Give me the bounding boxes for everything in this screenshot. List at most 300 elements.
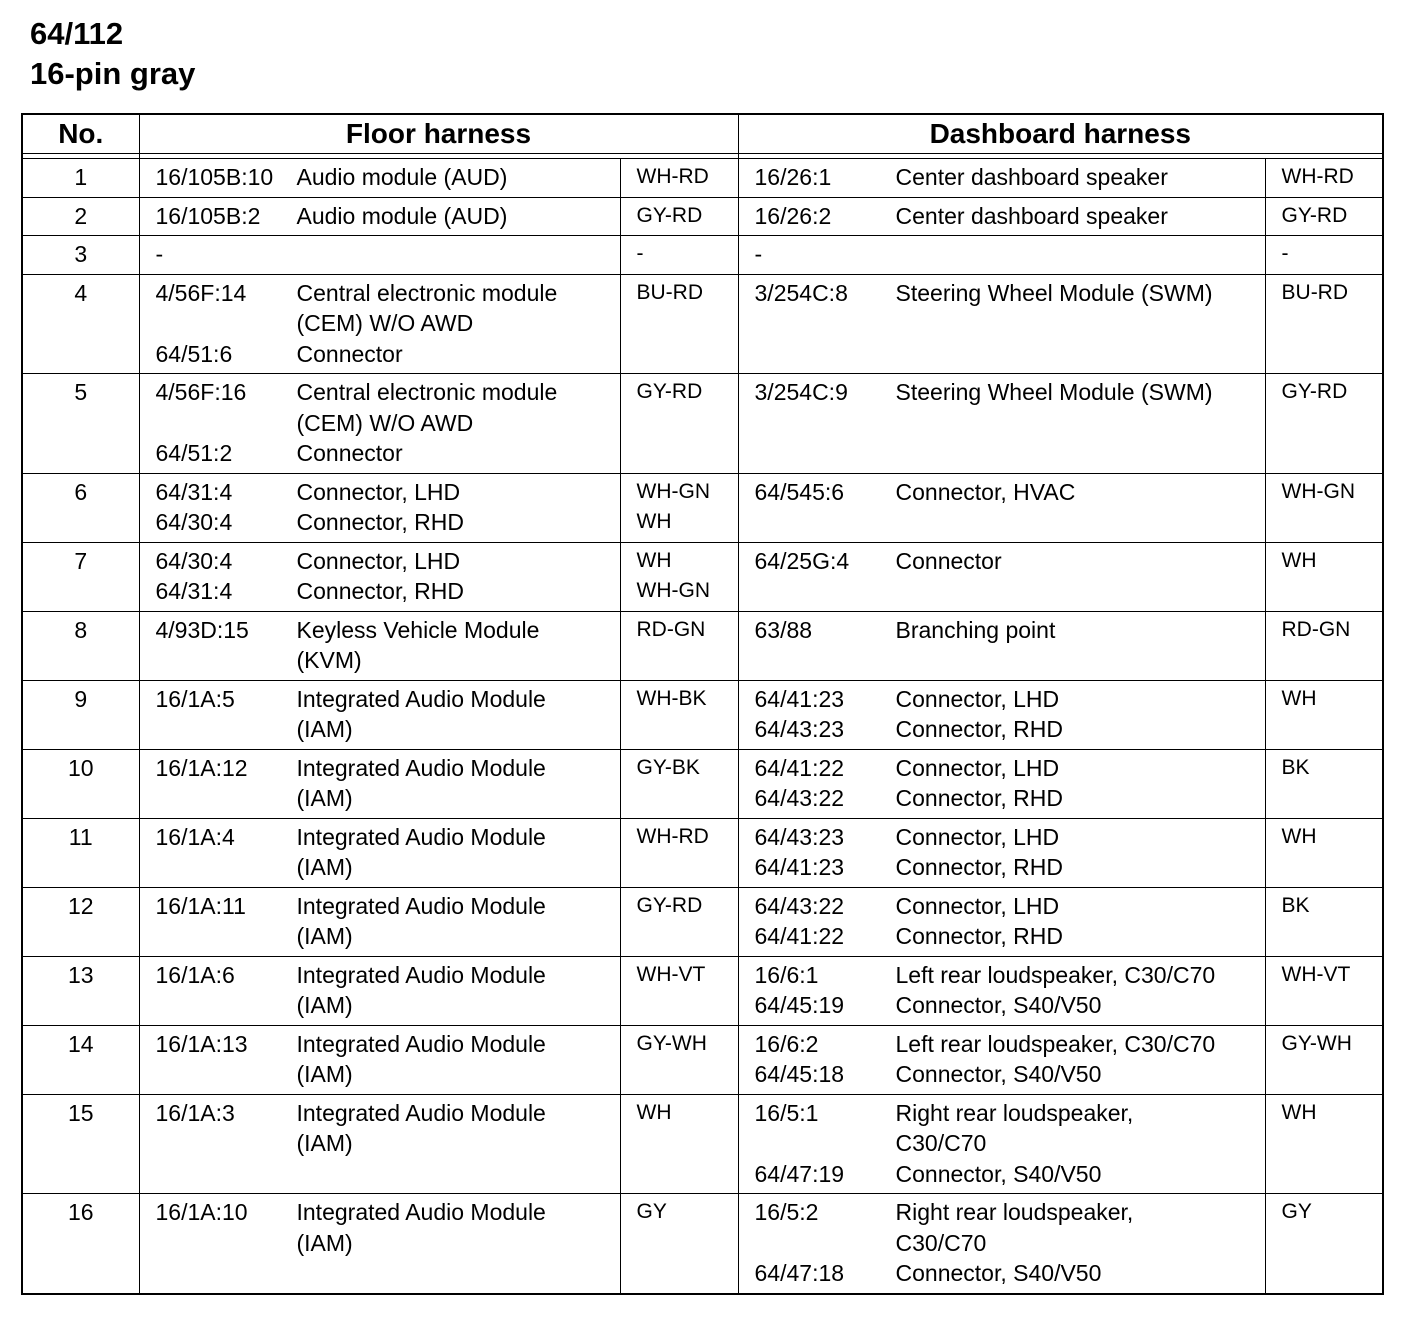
floor-wire-color <box>620 236 738 275</box>
header-dashboard-harness: Dashboard harness <box>738 114 1383 154</box>
floor-ref <box>156 645 297 676</box>
floor-description: Connector, RHD <box>296 578 464 604</box>
pin-number: 3 <box>22 236 139 275</box>
table-row <box>22 1094 1383 1194</box>
dashboard-wire-color <box>1265 197 1383 236</box>
dashboard-color-code: GY-WH <box>1281 1031 1352 1055</box>
floor-ref <box>156 852 297 883</box>
floor-ref <box>156 1128 297 1159</box>
dashboard-connection <box>738 680 1265 749</box>
floor-line <box>156 201 616 232</box>
floor-description: Integrated Audio Module <box>296 1199 546 1225</box>
table-row <box>22 542 1383 611</box>
floor-ref: 16/1A:5 <box>155 685 235 712</box>
dashboard-connection <box>738 611 1265 680</box>
dashboard-line <box>755 1128 1261 1159</box>
pin-number: 14 <box>22 1025 139 1094</box>
dashboard-connection <box>738 542 1265 611</box>
floor-ref: 16/1A:11 <box>155 892 246 919</box>
dashboard-wire-color <box>1265 159 1383 198</box>
dashboard-description: C30/C70 <box>895 1229 987 1256</box>
dashboard-ref: 64/41:23 <box>754 685 845 712</box>
dashboard-ref: 64/43:22 <box>754 892 845 919</box>
table-row <box>22 749 1383 818</box>
floor-description: Central electronic module <box>296 379 558 405</box>
dashboard-ref: 3/254C:9 <box>754 379 848 405</box>
dashboard-wire-color <box>1265 818 1383 887</box>
floor-line <box>156 714 616 745</box>
dashboard-description: Connector, S40/V50 <box>895 1061 1102 1087</box>
dashboard-line <box>755 1098 1261 1129</box>
floor-color-code: WH-RD <box>636 824 709 848</box>
floor-ref <box>156 990 297 1021</box>
dashboard-color-code: WH-GN <box>1281 479 1355 503</box>
header-floor-harness: Floor harness <box>139 114 738 154</box>
dashboard-connection <box>738 274 1265 374</box>
floor-line <box>156 891 616 922</box>
floor-connection <box>139 611 620 680</box>
dashboard-ref: 64/45:19 <box>754 992 845 1018</box>
floor-connection <box>139 1094 620 1194</box>
floor-connection <box>139 274 620 374</box>
dashboard-color-code: WH-VT <box>1281 962 1351 986</box>
dashboard-ref: 64/43:22 <box>754 785 845 811</box>
floor-description: (IAM) <box>296 716 353 742</box>
dashboard-ref: 16/6:2 <box>754 1030 819 1057</box>
floor-ref <box>156 783 297 814</box>
dashboard-color-code: BU-RD <box>1281 280 1349 304</box>
pin-number: 7 <box>22 542 139 611</box>
floor-color-code: WH-GN <box>636 479 710 503</box>
dashboard-description: Steering Wheel Module (SWM) <box>895 379 1213 405</box>
dashboard-line <box>755 278 1261 309</box>
floor-line <box>156 921 616 952</box>
dashboard-line <box>755 546 1261 577</box>
floor-line <box>156 308 616 339</box>
floor-line <box>156 408 616 439</box>
dashboard-ref: 64/41:23 <box>754 854 845 880</box>
dashboard-line <box>755 1059 1261 1090</box>
dashboard-description: Connector, LHD <box>895 754 1060 781</box>
floor-line <box>156 377 616 408</box>
floor-connection <box>139 749 620 818</box>
floor-connection <box>139 818 620 887</box>
floor-ref: 4/93D:15 <box>155 616 249 643</box>
table-row <box>22 236 1383 275</box>
floor-ref: 16/1A:12 <box>155 754 248 781</box>
floor-color-code: WH <box>636 1100 672 1124</box>
dashboard-color-code: WH <box>1281 824 1317 848</box>
floor-description: Integrated Audio Module <box>296 1030 546 1057</box>
dashboard-ref: 3/254C:8 <box>754 279 848 306</box>
floor-ref: 16/1A:13 <box>155 1030 248 1057</box>
pin-number: 1 <box>22 159 139 198</box>
dashboard-color-code: WH-RD <box>1281 165 1354 188</box>
floor-color-code: RD-GN <box>636 617 706 641</box>
floor-description: Connector, LHD <box>296 547 461 574</box>
floor-description: Central electronic module <box>296 279 558 306</box>
floor-line <box>156 1059 616 1090</box>
dashboard-line <box>755 1197 1261 1228</box>
dashboard-color-code: WH <box>1281 548 1317 572</box>
table-row <box>22 274 1383 374</box>
dashboard-line <box>755 852 1261 883</box>
dashboard-wire-color <box>1265 887 1383 956</box>
floor-wire-color <box>620 374 738 474</box>
dashboard-line <box>755 162 1261 193</box>
floor-description: Integrated Audio Module <box>296 961 546 988</box>
floor-description: Connector, RHD <box>296 509 464 535</box>
connector-id: 64/112 <box>30 16 124 51</box>
dashboard-connection <box>738 236 1265 275</box>
floor-connection <box>139 473 620 542</box>
dashboard-wire-color <box>1265 956 1383 1025</box>
dashboard-connection <box>738 956 1265 1025</box>
floor-description: Keyless Vehicle Module <box>296 616 540 643</box>
pinout-table <box>21 113 1384 1295</box>
dashboard-color-code: WH <box>1281 686 1317 710</box>
floor-connection <box>139 1194 620 1294</box>
dashboard-description: Connector, LHD <box>895 823 1060 850</box>
dashboard-description: Connector, LHD <box>895 685 1060 712</box>
dashboard-description: Center dashboard speaker <box>895 164 1168 190</box>
floor-wire-color <box>620 1025 738 1094</box>
floor-color-code: WH <box>636 510 672 533</box>
floor-description: (IAM) <box>296 1130 353 1156</box>
floor-ref: 64/30:4 <box>155 547 233 574</box>
floor-ref <box>156 308 297 339</box>
dashboard-color-code: - <box>1281 242 1289 265</box>
floor-ref <box>156 1059 297 1090</box>
pin-number: 13 <box>22 956 139 1025</box>
dashboard-ref <box>755 1228 896 1259</box>
table-row <box>22 680 1383 749</box>
dashboard-line <box>755 990 1261 1021</box>
floor-line <box>156 960 616 991</box>
floor-wire-color <box>620 956 738 1025</box>
floor-color-code: GY-BK <box>636 755 700 779</box>
dashboard-color-code: GY-RD <box>1281 203 1348 227</box>
dashboard-line <box>755 1159 1261 1190</box>
dashboard-description: Left rear loudspeaker, C30/C70 <box>895 1030 1216 1057</box>
dashboard-wire-color <box>1265 749 1383 818</box>
dashboard-ref: 64/41:22 <box>754 923 845 949</box>
floor-ref <box>156 921 297 952</box>
floor-ref <box>156 408 297 439</box>
dashboard-ref: 63/88 <box>754 616 813 643</box>
floor-line <box>156 339 616 370</box>
dashboard-color-code: BK <box>1281 893 1310 917</box>
floor-connection <box>139 159 620 198</box>
dashboard-line <box>755 615 1261 646</box>
dashboard-color-code: BK <box>1281 755 1310 779</box>
floor-line <box>156 507 616 538</box>
table-row <box>22 1025 1383 1094</box>
dashboard-ref: 16/5:1 <box>754 1099 819 1126</box>
floor-wire-color <box>620 1094 738 1194</box>
floor-line <box>156 615 616 646</box>
floor-connection <box>139 374 620 474</box>
dashboard-ref: 64/545:6 <box>754 478 845 505</box>
floor-description: Audio module (AUD) <box>296 202 508 229</box>
dashboard-line <box>755 1228 1261 1259</box>
table-row <box>22 197 1383 236</box>
dashboard-ref: 64/43:23 <box>754 716 845 742</box>
floor-description: Integrated Audio Module <box>296 754 546 781</box>
dashboard-description: Connector, S40/V50 <box>895 1260 1102 1286</box>
floor-ref <box>156 714 297 745</box>
floor-color-code: - <box>636 242 644 265</box>
dashboard-wire-color <box>1265 611 1383 680</box>
dashboard-ref: 16/26:2 <box>754 202 832 229</box>
floor-ref: 64/31:4 <box>155 578 233 604</box>
dashboard-description: Connector <box>895 547 1002 574</box>
floor-line <box>156 278 616 309</box>
dashboard-line <box>755 684 1261 715</box>
dashboard-wire-color <box>1265 542 1383 611</box>
pin-number: 8 <box>22 611 139 680</box>
pin-number: 9 <box>22 680 139 749</box>
dashboard-ref: 64/25G:4 <box>754 547 850 574</box>
floor-connection <box>139 197 620 236</box>
floor-ref: 64/30:4 <box>155 509 233 535</box>
floor-color-code: WH-GN <box>636 579 710 602</box>
dashboard-wire-color <box>1265 1025 1383 1094</box>
dashboard-ref: 64/47:18 <box>754 1260 845 1286</box>
dashboard-line <box>755 377 1261 408</box>
dashboard-description: Connector, RHD <box>895 923 1063 949</box>
dashboard-description: Connector, S40/V50 <box>895 1160 1102 1187</box>
pin-number: 16 <box>22 1194 139 1294</box>
dashboard-connection <box>738 1094 1265 1194</box>
floor-connection <box>139 887 620 956</box>
dashboard-line <box>755 921 1261 952</box>
dashboard-wire-color <box>1265 374 1383 474</box>
pin-number: 10 <box>22 749 139 818</box>
dashboard-description: C30/C70 <box>895 1130 987 1156</box>
dashboard-line <box>755 1258 1261 1289</box>
dashboard-line <box>755 891 1261 922</box>
floor-ref: 4/56F:14 <box>155 279 247 306</box>
dashboard-line <box>755 239 1261 270</box>
floor-line <box>156 1128 616 1159</box>
floor-connection <box>139 956 620 1025</box>
dashboard-line <box>755 477 1261 508</box>
floor-description: (IAM) <box>296 785 353 811</box>
floor-description <box>297 239 616 270</box>
connector-description: 16-pin gray <box>30 56 196 91</box>
floor-line <box>156 852 616 883</box>
floor-connection <box>139 542 620 611</box>
dashboard-description: Connector, LHD <box>895 892 1060 919</box>
dashboard-description: Connector, RHD <box>895 716 1063 742</box>
floor-wire-color <box>620 749 738 818</box>
floor-line <box>156 822 616 853</box>
dashboard-wire-color <box>1265 1194 1383 1294</box>
floor-line <box>156 753 616 784</box>
dashboard-connection <box>738 374 1265 474</box>
dashboard-connection <box>738 1025 1265 1094</box>
floor-ref: 64/51:6 <box>155 340 233 367</box>
dashboard-description <box>896 239 1261 270</box>
dashboard-line <box>755 822 1261 853</box>
floor-description: Integrated Audio Module <box>296 685 546 712</box>
floor-ref: 64/51:2 <box>155 440 233 466</box>
floor-line <box>156 1197 616 1228</box>
floor-color-code: GY <box>636 1200 667 1223</box>
floor-connection <box>139 680 620 749</box>
dashboard-line <box>755 783 1261 814</box>
floor-line <box>156 783 616 814</box>
floor-ref: 16/1A:10 <box>155 1199 248 1225</box>
dashboard-connection <box>738 159 1265 198</box>
floor-color-code: WH-BK <box>636 686 707 710</box>
dashboard-description: Connector, RHD <box>895 854 1063 880</box>
floor-description: (CEM) W/O AWD <box>296 310 474 336</box>
floor-ref: 16/105B:10 <box>155 164 274 190</box>
floor-wire-color <box>620 887 738 956</box>
floor-ref: 16/1A:4 <box>155 823 235 850</box>
dashboard-description: Left rear loudspeaker, C30/C70 <box>895 961 1216 988</box>
pin-number: 11 <box>22 818 139 887</box>
table-row <box>22 887 1383 956</box>
dashboard-line <box>755 753 1261 784</box>
floor-wire-color <box>620 1194 738 1294</box>
dashboard-description: Steering Wheel Module (SWM) <box>895 279 1213 306</box>
floor-ref: 64/31:4 <box>155 478 233 505</box>
floor-description: (IAM) <box>296 923 353 949</box>
floor-line <box>156 162 616 193</box>
floor-description: Connector <box>296 340 403 367</box>
dashboard-connection <box>738 197 1265 236</box>
floor-line <box>156 239 616 270</box>
dashboard-color-code: WH <box>1281 1100 1317 1124</box>
floor-ref: 16/1A:6 <box>155 961 235 988</box>
floor-description: Integrated Audio Module <box>296 1099 546 1126</box>
floor-description: Integrated Audio Module <box>296 823 546 850</box>
table-row <box>22 611 1383 680</box>
floor-line <box>156 684 616 715</box>
dashboard-ref: 16/26:1 <box>754 164 832 190</box>
floor-ref: 16/1A:3 <box>155 1099 235 1126</box>
floor-color-code: WH-VT <box>636 962 706 986</box>
dashboard-connection <box>738 749 1265 818</box>
floor-description: (IAM) <box>296 992 353 1018</box>
dashboard-line <box>755 714 1261 745</box>
dashboard-ref: 16/5:2 <box>754 1199 819 1225</box>
floor-line <box>156 990 616 1021</box>
pin-number: 6 <box>22 473 139 542</box>
floor-line <box>156 438 616 469</box>
table-row <box>22 473 1383 542</box>
floor-line <box>156 645 616 676</box>
floor-ref: - <box>155 241 164 267</box>
floor-wire-color <box>620 818 738 887</box>
floor-description: Connector, LHD <box>296 478 461 505</box>
header-no: No. <box>22 114 139 154</box>
floor-connection <box>139 236 620 275</box>
dashboard-description: Right rear loudspeaker, <box>895 1199 1134 1225</box>
dashboard-connection <box>738 473 1265 542</box>
floor-line <box>156 1228 616 1259</box>
pin-number: 5 <box>22 374 139 474</box>
floor-ref: 16/105B:2 <box>155 202 261 229</box>
floor-wire-color <box>620 542 738 611</box>
floor-wire-color <box>620 611 738 680</box>
floor-line <box>156 1029 616 1060</box>
dashboard-connection <box>738 818 1265 887</box>
dashboard-ref: 64/41:22 <box>754 754 845 781</box>
table-row <box>22 1194 1383 1294</box>
dashboard-wire-color <box>1265 274 1383 374</box>
floor-color-code: GY-WH <box>636 1031 707 1055</box>
dashboard-connection <box>738 1194 1265 1294</box>
dashboard-connection <box>738 887 1265 956</box>
pin-number: 4 <box>22 274 139 374</box>
floor-description: (IAM) <box>296 854 353 880</box>
floor-line <box>156 477 616 508</box>
dashboard-description: Connector, RHD <box>895 785 1063 811</box>
floor-ref <box>156 1228 297 1259</box>
floor-line <box>156 1098 616 1129</box>
dashboard-color-code: RD-GN <box>1281 617 1351 641</box>
dashboard-ref: 64/45:18 <box>754 1061 845 1087</box>
floor-wire-color <box>620 274 738 374</box>
dashboard-description: Center dashboard speaker <box>895 202 1168 229</box>
dashboard-wire-color <box>1265 680 1383 749</box>
dashboard-color-code: GY <box>1281 1200 1312 1223</box>
pin-number: 15 <box>22 1094 139 1194</box>
floor-description: (IAM) <box>296 1229 353 1256</box>
floor-wire-color <box>620 197 738 236</box>
dashboard-wire-color <box>1265 473 1383 542</box>
table-row <box>22 818 1383 887</box>
dashboard-description: Connector, S40/V50 <box>895 992 1102 1018</box>
pin-number: 12 <box>22 887 139 956</box>
dashboard-ref: - <box>754 241 763 267</box>
dashboard-ref: 64/47:19 <box>754 1160 845 1187</box>
dashboard-description: Branching point <box>895 616 1056 643</box>
floor-color-code: WH <box>636 548 672 572</box>
floor-description: (KVM) <box>296 647 362 673</box>
table-row <box>22 159 1383 198</box>
floor-color-code: GY-RD <box>636 893 703 917</box>
table-row <box>22 956 1383 1025</box>
floor-wire-color <box>620 159 738 198</box>
dashboard-ref <box>755 1128 896 1159</box>
floor-description: (IAM) <box>296 1061 353 1087</box>
dashboard-description: Right rear loudspeaker, <box>895 1099 1134 1126</box>
dashboard-ref: 16/6:1 <box>754 961 819 988</box>
floor-connection <box>139 1025 620 1094</box>
floor-color-code: WH-RD <box>636 165 709 188</box>
dashboard-line <box>755 1029 1261 1060</box>
table-row <box>22 374 1383 474</box>
dashboard-wire-color <box>1265 1094 1383 1194</box>
dashboard-line <box>755 201 1261 232</box>
dashboard-ref: 64/43:23 <box>754 823 845 850</box>
floor-description: Integrated Audio Module <box>296 892 546 919</box>
floor-wire-color <box>620 680 738 749</box>
dashboard-line <box>755 960 1261 991</box>
floor-line <box>156 576 616 607</box>
floor-color-code: GY-RD <box>636 380 703 403</box>
floor-line <box>156 546 616 577</box>
floor-color-code: BU-RD <box>636 280 703 304</box>
dashboard-color-code: GY-RD <box>1281 380 1348 403</box>
floor-description: Audio module (AUD) <box>296 164 508 190</box>
floor-ref: 4/56F:16 <box>155 379 247 405</box>
